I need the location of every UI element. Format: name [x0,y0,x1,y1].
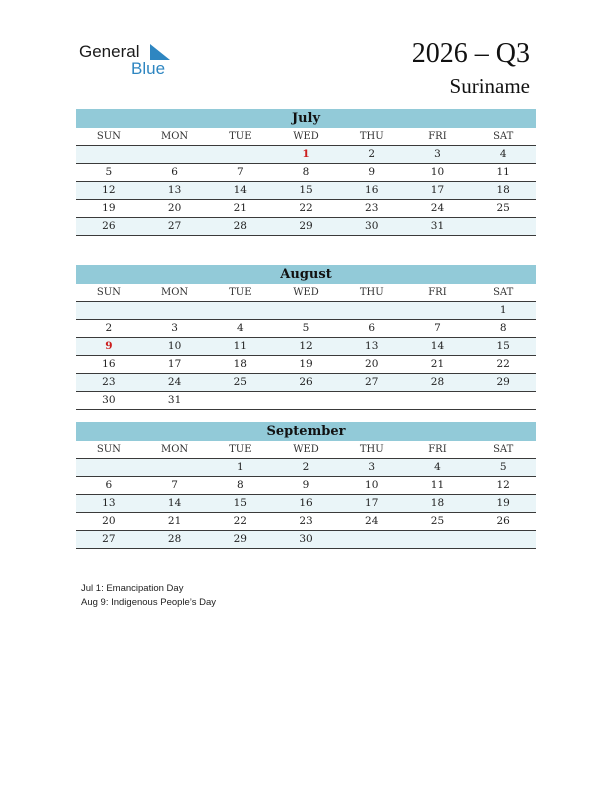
weekday-label: WED [293,131,319,142]
day-cell: 27 [365,376,379,388]
day-cell: 18 [430,497,445,509]
day-cell [273,302,339,319]
day-cell: 11 [496,166,510,178]
holiday-note: Aug 9: Indigenous People’s Day [81,597,217,608]
day-cell [405,392,471,409]
day-cell: 13 [365,340,379,352]
day-cell [76,302,142,319]
day-cell: 9 [302,479,310,491]
day-cell [470,531,536,548]
day-cell: 16 [365,184,379,196]
weekday-label: MON [160,444,189,455]
day-cell: 3 [368,461,376,473]
week-row [76,374,536,392]
day-cell: 4 [499,148,507,160]
day-cell: 1 [499,304,507,316]
day-cell: 26 [102,220,116,232]
day-cell: 7 [434,322,441,334]
week-row [76,200,536,218]
week-row [76,182,536,200]
day-cell: 24 [430,202,445,214]
day-cell: 19 [102,202,116,214]
day-cell [207,302,273,319]
weekday-label: SUN [96,287,121,298]
day-cell: 30 [365,220,379,232]
weekday-label: SUN [96,131,121,142]
weekday-label: FRI [428,287,447,298]
day-cell: 23 [299,515,313,527]
month-july [76,109,536,236]
day-cell: 19 [496,497,510,509]
day-cell: 10 [167,340,182,352]
day-cell [76,146,142,163]
weekday-header-row [76,284,536,302]
day-cell: 18 [496,184,510,196]
day-cell: 17 [167,358,182,370]
day-cell: 28 [430,376,445,388]
day-cell [142,459,208,476]
weekday-label: THU [359,131,384,142]
day-cell [142,146,208,163]
weekday-label: MON [160,131,189,142]
weekday-header-row [76,441,536,459]
day-cell: 5 [499,461,507,473]
day-cell: 20 [102,515,116,527]
weekday-label: FRI [428,444,447,455]
day-cell: 14 [167,497,182,509]
weekday-label: SAT [493,444,514,455]
week-row [76,513,536,531]
day-cell: 11 [233,340,247,352]
day-cell: 6 [105,479,113,491]
day-cell: 8 [302,166,310,178]
weekday-label: THU [359,444,384,455]
weekday-label: MON [160,287,189,298]
day-cell [405,531,471,548]
day-cell: 8 [499,322,507,334]
day-cell: 28 [233,220,247,232]
weekday-label: TUE [229,131,252,142]
week-row [76,218,536,236]
day-cell: 20 [167,202,182,214]
day-cell: 9 [368,166,376,178]
day-cell: 21 [167,515,182,527]
month-title: July [76,109,536,128]
day-cell: 7 [236,166,244,178]
week-row [76,477,536,495]
day-cell: 31 [167,394,182,406]
day-cell: 22 [299,202,313,214]
day-cell [207,392,273,409]
month-september [76,422,536,549]
day-cell: 28 [167,533,182,545]
day-cell: 24 [365,515,379,527]
day-cell: 5 [105,166,113,178]
week-row [76,146,536,164]
day-cell: 15 [496,340,510,352]
day-cell: 21 [430,358,445,370]
week-row [76,392,536,410]
day-cell: 11 [430,479,445,491]
week-row [76,164,536,182]
day-cell: 27 [167,220,182,232]
weekday-label: TUE [229,444,252,455]
period-title: 2026 – Q3 [411,38,530,69]
day-cell: 2 [105,322,113,334]
weekday-label: SAT [493,287,514,298]
day-cell: 16 [299,497,313,509]
day-cell: 16 [102,358,116,370]
day-cell: 30 [299,533,313,545]
day-cell: 6 [171,166,178,178]
month-august [76,265,536,410]
day-cell: 15 [233,497,247,509]
weekday-label: TUE [229,287,252,298]
day-cell: 17 [365,497,379,509]
day-cell: 15 [299,184,313,196]
logo-triangle-icon [150,44,170,60]
day-cell: 1 [236,461,244,473]
day-cell [207,146,273,163]
day-cell: 18 [233,358,247,370]
logo-text-blue: Blue [131,59,166,78]
week-row [76,320,536,338]
week-row [76,531,536,549]
day-cell: 13 [102,497,116,509]
day-cell: 17 [430,184,445,196]
country-title: Suriname [449,74,530,98]
holiday-notes [81,582,216,610]
day-cell: 3 [171,322,178,334]
day-cell: 6 [368,322,376,334]
logo-text-general: General [79,42,140,61]
day-cell: 12 [102,184,116,196]
day-cell [273,392,339,409]
day-cell: 26 [299,376,313,388]
week-row [76,459,536,477]
day-cell: 12 [299,340,313,352]
day-cell: 29 [299,220,313,232]
day-cell: 14 [430,340,445,352]
week-row [76,302,536,320]
week-row [76,495,536,513]
day-cell: 30 [102,394,116,406]
day-cell: 2 [368,148,376,160]
day-cell: 4 [434,461,441,473]
day-cell: 22 [233,515,247,527]
day-cell [339,302,405,319]
month-title: September [76,422,536,441]
day-cell: 25 [496,202,510,214]
weekday-label: SAT [493,131,514,142]
day-cell: 29 [496,376,510,388]
month-title: August [76,265,536,284]
week-row [76,338,536,356]
day-cell: 12 [496,479,510,491]
day-cell: 13 [167,184,182,196]
day-cell [470,218,536,235]
day-cell [339,392,405,409]
day-cell: 5 [302,322,310,334]
logo [79,40,189,80]
day-cell: 21 [233,202,247,214]
day-cell: 7 [171,479,178,491]
day-cell: 9 [105,340,113,352]
weekday-label: THU [359,287,384,298]
day-cell [76,459,142,476]
day-cell: 3 [434,148,441,160]
day-cell: 26 [496,515,510,527]
day-cell: 14 [233,184,247,196]
weekday-label: WED [293,287,319,298]
day-cell [470,392,536,409]
day-cell: 19 [299,358,313,370]
day-cell: 23 [365,202,379,214]
weekday-label: FRI [428,131,447,142]
day-cell: 10 [430,166,445,178]
day-cell: 25 [430,515,445,527]
weekday-header-row [76,128,536,146]
day-cell [142,302,208,319]
day-cell [339,531,405,548]
day-cell: 20 [365,358,379,370]
day-cell: 8 [236,479,244,491]
day-cell: 4 [236,322,244,334]
day-cell: 24 [167,376,182,388]
day-cell: 23 [102,376,116,388]
weekday-label: WED [293,444,319,455]
day-cell: 1 [302,148,310,160]
day-cell: 29 [233,533,247,545]
day-cell: 22 [496,358,510,370]
day-cell [405,302,471,319]
day-cell: 10 [365,479,379,491]
week-row [76,356,536,374]
holiday-note: Jul 1: Emancipation Day [81,583,184,594]
day-cell: 25 [233,376,247,388]
weekday-label: SUN [96,444,121,455]
day-cell: 31 [430,220,445,232]
day-cell: 2 [302,461,310,473]
day-cell: 27 [102,533,116,545]
